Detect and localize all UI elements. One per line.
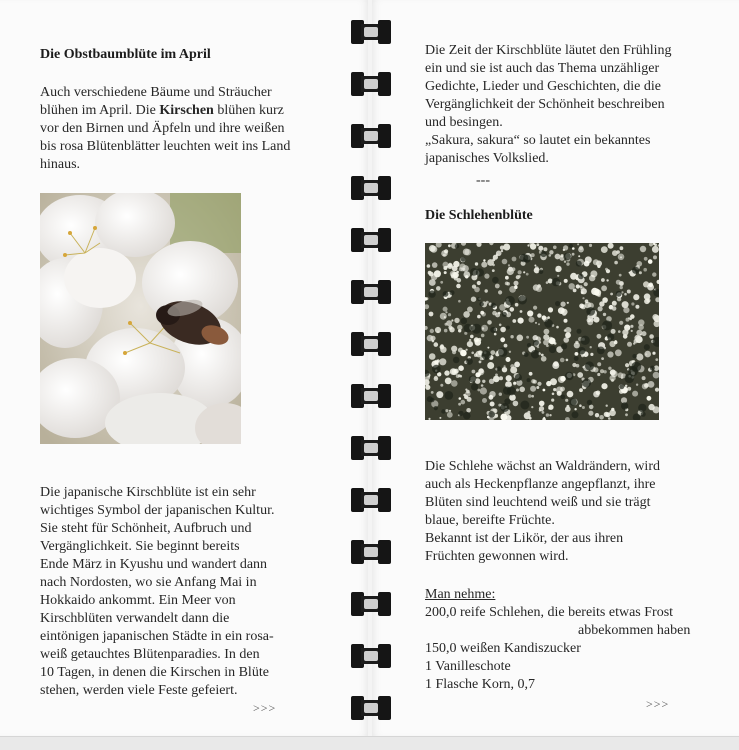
blackthorn-blossom-photo	[425, 243, 659, 420]
intro-line-1: Auch verschiedene Bäume und Sträucher	[40, 85, 272, 100]
cherry-blossom-photo	[40, 193, 241, 444]
text-line: Die japanische Kirschblüte ist ein sehr	[40, 485, 256, 500]
recipe-item-1: 200,0 reife Schlehen, die bereits etwas Frost	[425, 605, 674, 620]
recipe-block	[425, 586, 690, 694]
text-line: stehen, werden viele Feste gefeiert.	[40, 683, 238, 698]
section-divider: ---	[476, 173, 490, 188]
text-line: eintönigen japanischen Städte in ein rosa-	[40, 629, 274, 644]
binding-ring	[351, 280, 391, 304]
right-continue-marker: >>>	[646, 697, 670, 711]
binding-ring	[351, 72, 391, 96]
text-line: Die Zeit der Kirschblüte läutet den Frühling	[425, 43, 672, 58]
right-page-heading: Die Schlehenblüte	[425, 208, 533, 223]
left-page-heading: Die Obstbaumblüte im April	[40, 47, 211, 62]
intro-line-3: vor den Birnen und Äpfeln und ihre weißen	[40, 121, 285, 136]
intro-line-2: blühen im April. Die Kirschen blühen kurz	[40, 103, 284, 118]
text-line: „Sakura, sakura“ so lautet ein bekanntes	[425, 133, 651, 148]
recipe-item-4: 1 Flasche Korn, 0,7	[425, 677, 536, 692]
text-line: Ende März in Kyushu und wandert dann	[40, 557, 268, 572]
binding-ring	[351, 436, 391, 460]
binding-ring	[351, 176, 391, 200]
text-line: Vergänglichkeit. Sie beginnt bereits	[40, 539, 240, 554]
binding-ring	[351, 228, 391, 252]
binding-ring	[351, 332, 391, 356]
intro-line-5: hinaus.	[40, 157, 81, 172]
text-line: Blüten sind leuchtend weiß und sie trägt	[425, 495, 651, 510]
text-line: blaue, bereifte Früchte.	[425, 513, 555, 528]
text-line: Früchten gewonnen wird.	[425, 549, 569, 564]
left-continue-marker: >>>	[253, 701, 277, 715]
left-intro-paragraph	[40, 84, 290, 174]
binding-ring	[351, 696, 391, 720]
recipe-item-1-continued: abbekommen haben	[578, 623, 691, 638]
recipe-item-3: 1 Vanilleschote	[425, 659, 511, 674]
binding-ring	[351, 384, 391, 408]
binding-ring	[351, 540, 391, 564]
text-line: Vergänglichkeit der Schönheit beschreiben	[425, 97, 665, 112]
text-line: wichtiges Symbol der japanischen Kultur.	[40, 503, 275, 518]
binding-ring	[351, 488, 391, 512]
intro-line-4: bis rosa Blütenblätter leuchten weit ins Land	[40, 139, 291, 154]
text-line: und besingen.	[425, 115, 503, 130]
binding-ring	[351, 124, 391, 148]
text-line: Gedichte, Lieder und Geschichten, die die	[425, 79, 661, 94]
text-line: ein und sie ist auch das Thema unzähliger	[425, 61, 660, 76]
binding-ring	[351, 20, 391, 44]
binding-ring	[351, 592, 391, 616]
page-bottom-edge	[0, 736, 739, 750]
right-body-paragraph	[425, 458, 660, 566]
text-line: nach Nordosten, wo sie Anfang Mai in	[40, 575, 257, 590]
binding-ring	[351, 644, 391, 668]
recipe-label: Man nehme:	[425, 587, 496, 602]
left-body-paragraph	[40, 484, 274, 700]
text-line: weiß getauchtes Blütenparadies. In den	[40, 647, 260, 662]
text-line: Bekannt ist der Likör, der aus ihren	[425, 531, 624, 546]
text-line: Die Schlehe wächst an Waldrändern, wird	[425, 459, 660, 474]
text-line: japanisches Volkslied.	[425, 151, 549, 166]
recipe-item-2: 150,0 weißen Kandiszucker	[425, 641, 581, 656]
spiral-binding	[349, 0, 391, 736]
right-intro-paragraph	[425, 42, 672, 168]
text-line: Hokkaido ankommt. Ein Meer von	[40, 593, 236, 608]
kirschen-bold: Kirschen	[159, 103, 214, 118]
text-line: auch als Heckenpflanze angepflanzt, ihre	[425, 477, 656, 492]
text-line: 10 Tagen, in denen die Kirschen in Blüte	[40, 665, 269, 680]
text-line: Sie steht für Schönheit, Aufbruch und	[40, 521, 252, 536]
text-line: Kirschblüten verwandelt dann die	[40, 611, 230, 626]
